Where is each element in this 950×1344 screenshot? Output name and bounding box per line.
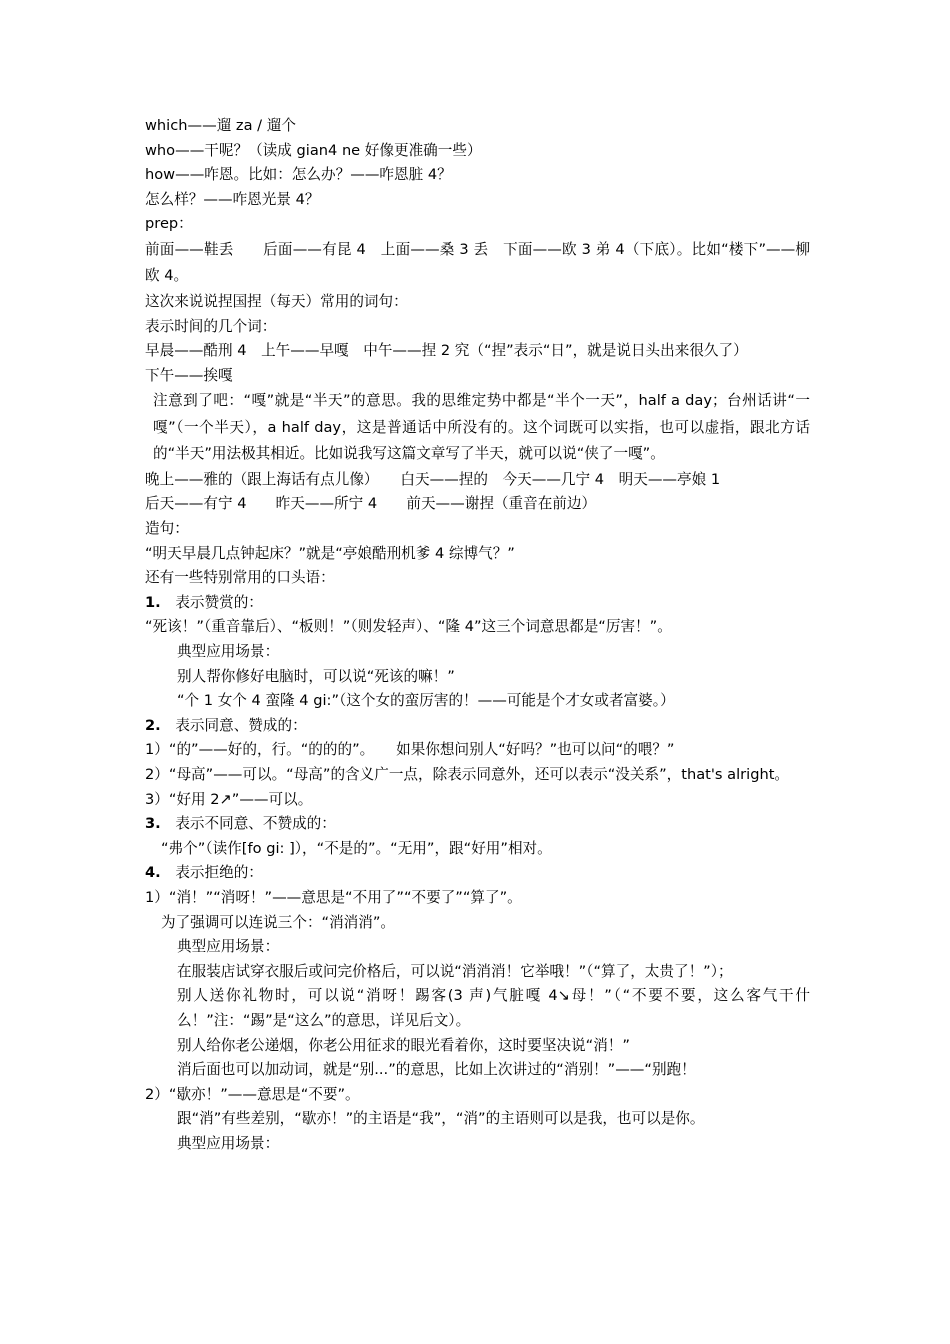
heading-text: 表示拒绝的：	[175, 864, 263, 882]
text-line: 造句：	[145, 520, 189, 538]
text-line: “弗个”（读作[fo gi: ]），“不是的”。“无用”，跟“好用”相对。	[161, 839, 552, 857]
heading-number: 1.	[145, 593, 161, 611]
text-line: 下午——挨嘎	[145, 366, 233, 384]
document-body	[145, 114, 810, 1156]
text-paragraph: 别人送你礼物时，可以说“消呀！踢客(3 声)气脏嘎 4↘母！”（“不要不要，这么客气干什么！”注：“踢”是“这么”的意思，详见后文）。	[177, 987, 810, 1029]
text-line: 别人给你老公递烟，你老公用征求的眼光看着你，这时要坚决说“消！”	[177, 1036, 630, 1054]
text-line: how——咋恩。比如：怎么办？——咋恩脏 4？	[145, 166, 452, 184]
text-line: 还有一些特别常用的口头语：	[145, 569, 335, 587]
numbered-heading	[145, 812, 810, 837]
text-line: 后天——有宁 4 昨天——所宁 4 前天——谢捏（重音在前边）	[145, 495, 597, 513]
text-paragraph: 2）“母高”——可以。“母高”的含义广一点，除表示同意外，还可以表示“没关系”，that's alright。	[145, 765, 790, 783]
text-line: “死该！”（重音靠后）、“板则！”（则发轻声）、“隆 4”这三个词意思都是“厉害！”。	[145, 618, 672, 636]
text-line: 早晨——酷刑 4 上午——早嘎 中午——捏 2 究（“捏”表示“日”，就是说日头出来很久了）	[145, 342, 748, 360]
heading-text: 表示赞赏的：	[175, 593, 263, 611]
text-line: who——干呢？（读成 gian4 ne 好像更准确一些）	[145, 141, 482, 159]
text-line: 消后面也可以加动词，就是“别...”的意思，比如上次讲过的“消别！”——“别跑！	[177, 1061, 696, 1079]
text-line: 1）“的”——好的，行。“的的的”。 如果你想问别人“好吗？”也可以问“的喂？”	[145, 741, 675, 759]
heading-number: 4.	[145, 864, 161, 882]
text-line: 为了强调可以连说三个：“消消消”。	[161, 913, 396, 931]
text-line: 典型应用场景：	[177, 1134, 280, 1152]
text-line: 别人帮你修好电脑时，可以说“死该的嘛！”	[177, 667, 455, 685]
text-line: 典型应用场景：	[177, 643, 280, 660]
text-paragraph: 前面——鞋丢 后面——有昆 4 上面——桑 3 丢 下面——欧 3 弟 4（下底）。比如“楼下”——柳欧 4。	[145, 240, 810, 285]
text-line: 晚上——雅的（跟上海话有点儿像） 白天——捏的 今天——几宁 4 明天——亭娘 1	[145, 470, 721, 488]
text-line: “明天早晨几点钟起床？”就是“亭娘酷刑机爹 4 综博气？”	[145, 544, 515, 562]
text-line: 跟“消”有些差别，“歇亦！”的主语是“我”，“消”的主语则可以是我，也可以是你。	[177, 1110, 705, 1128]
text-paragraph: 注意到了吧：“嘎”就是“半天”的意思。我的思维定势中都是“半个一天”，half a day；台州话讲“一嘎”（一个半天），a half day，这是普通话中所没有的。这个词既可以实指，也可以虚指，跟北方话的“半天”用法极其相近。比如说我写这篇文章写了半天，就可以说“侠了一嘎”。	[153, 392, 810, 463]
text-line: 在服装店试穿衣服后或问完价格后，可以说“消消消！它举哦！”（“算了，太贵了！”）；	[177, 962, 733, 980]
numbered-heading	[145, 861, 810, 886]
text-line: which——遛 za / 遛个	[145, 117, 296, 134]
numbered-heading	[145, 714, 810, 739]
heading-text: 表示不同意、不赞成的：	[175, 815, 336, 833]
heading-text: 表示同意、赞成的：	[175, 716, 307, 734]
heading-number: 2.	[145, 716, 161, 734]
text-line: 3）“好用 2↗”——可以。	[145, 790, 313, 808]
text-line: 1）“消！”“消呀！”——意思是“不用了”“不要了”“算了”。	[145, 888, 522, 906]
text-line: 2）“歇亦！”——意思是“不要”。	[145, 1085, 360, 1103]
text-line: prep：	[145, 215, 193, 233]
text-line: 这次来说说捏国捏（每天）常用的词句：	[145, 292, 408, 310]
text-line: 表示时间的几个词：	[145, 317, 277, 335]
text-line: 典型应用场景：	[177, 938, 280, 956]
text-line: 怎么样？——咋恩光景 4？	[145, 190, 320, 208]
numbered-heading	[145, 591, 810, 616]
text-line: “个 1 女个 4 蛮隆 4 gi:”（这个女的蛮厉害的！——可能是个才女或者富婆。）	[177, 692, 675, 710]
heading-number: 3.	[145, 815, 161, 833]
